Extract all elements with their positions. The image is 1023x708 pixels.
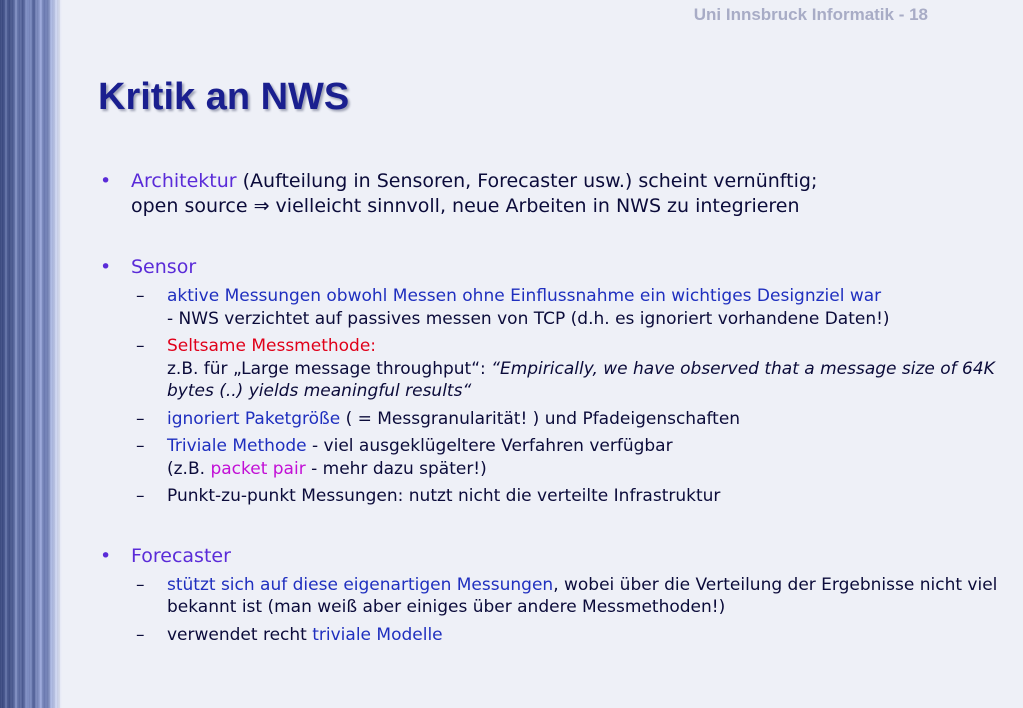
bullet-dot: •	[100, 256, 112, 278]
sub-dash: –	[136, 574, 145, 595]
bullet-sensor	[100, 255, 1000, 280]
trivial-method-example-open: (z.B.	[167, 458, 211, 479]
integration-text: vielleicht sinnvoll, neue Arbeiten in NWS zu integrieren	[269, 195, 800, 217]
slide-header: Uni Innsbruck Informatik - 18	[693, 5, 928, 24]
sensor-point-trivial-method	[136, 435, 1000, 480]
sensor-point-active-measurements	[136, 285, 1000, 330]
method-example: z.B. für „Large message throughput“:	[167, 358, 492, 379]
trivial-models-highlight: triviale Modelle	[312, 624, 443, 645]
sub-dash: –	[136, 486, 145, 506]
forecaster-models-text: verwendet recht	[167, 624, 313, 645]
bullet-dot: •	[100, 544, 112, 567]
forecaster-measurements-text: , wobei über die Verteilung der Ergebnisse nicht viel bekannt ist (man weiß aber einiges über andere Messmethoden!)	[167, 574, 998, 617]
trivial-method-text: - viel ausgeklügeltere Verfahren verfügbar	[306, 436, 673, 456]
active-measurements-highlight: aktive Messungen obwohl Messen ohne Einflussnahme ein wichtiges Designziel war	[167, 286, 882, 306]
packet-size-text: ( = Messgranularität! ) und Pfadeigenschaften	[340, 408, 741, 429]
implies-arrow-icon: ⇒	[253, 195, 270, 217]
trivial-method-example-close: - mehr dazu später!)	[305, 458, 487, 479]
slide-content	[100, 169, 1000, 646]
open-source-text: open source	[131, 195, 254, 217]
sub-dash: –	[136, 408, 145, 429]
method-quote: “Empirically, we have observed that a message size of 64K bytes (..) yields meaningful results“	[167, 358, 995, 401]
point-to-point-text: Punkt-zu-punkt Messungen: nutzt nicht die verteilte Infrastruktur	[167, 486, 721, 506]
forecaster-point-measurements	[136, 574, 1000, 619]
sub-dash: –	[136, 336, 145, 356]
bullet-architektur	[100, 169, 1000, 219]
sensor-point-method	[136, 335, 1000, 403]
slide-title: Kritik an NWS	[98, 76, 350, 118]
term-forecaster: Forecaster	[131, 544, 231, 567]
term-architektur: Architektur	[131, 170, 237, 192]
forecaster-measurements-highlight: stützt sich auf diese eigenartigen Messungen	[167, 574, 554, 595]
sensor-point-point-to-point	[136, 485, 1000, 508]
forecaster-point-models	[136, 624, 1000, 647]
bullet-dot: •	[100, 170, 112, 192]
architektur-text: (Aufteilung in Sensoren, Forecaster usw.) scheint vernünftig;	[236, 170, 818, 192]
packet-pair-highlight: packet pair	[210, 458, 306, 479]
sub-dash: –	[136, 436, 145, 456]
sub-dash: –	[136, 624, 145, 645]
trivial-method-highlight: Triviale Methode	[167, 436, 307, 456]
method-highlight: Seltsame Messmethode:	[167, 336, 377, 356]
active-measurements-text: - NWS verzichtet auf passives messen von TCP (d.h. es ignoriert vorhandene Daten!)	[167, 308, 890, 329]
sensor-point-packet-size	[136, 408, 1000, 431]
sub-dash: –	[136, 286, 145, 306]
term-sensor: Sensor	[131, 256, 197, 278]
bullet-forecaster	[100, 544, 1000, 569]
packet-size-highlight: ignoriert Paketgröße	[167, 408, 341, 429]
decorative-sidebar	[0, 0, 62, 708]
